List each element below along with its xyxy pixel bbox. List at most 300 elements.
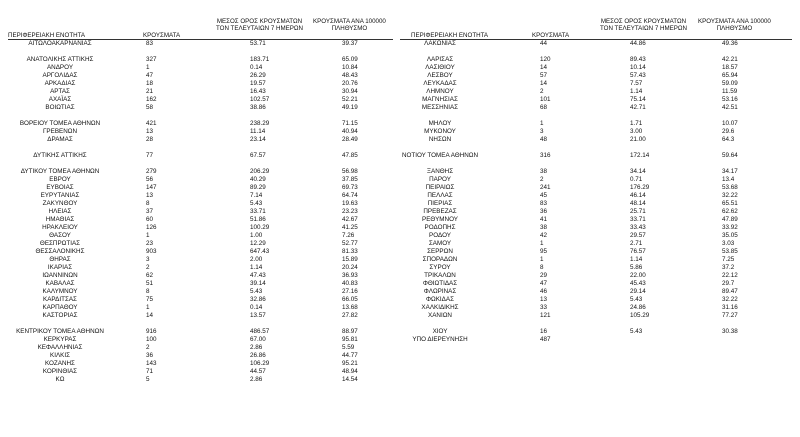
avg-7day-cell: 67.57 <box>250 152 266 159</box>
cases-cell: 58 <box>146 104 154 111</box>
cases-cell: 83 <box>540 200 548 207</box>
right-header-per100k-line2: ΠΛΗΘΥΣΜΟ <box>716 25 753 32</box>
avg-7day-cell: 12.29 <box>250 240 266 247</box>
region-name-cell: ΚΕΡΚΥΡΑΣ <box>43 336 77 343</box>
table-row <box>0 192 400 200</box>
left-header-region: ΠΕΡΙΦΕΡΕΙΑΚΗ ΕΝΟΤΗΤΑ <box>8 32 86 39</box>
cases-cell: 18 <box>146 80 154 87</box>
region-name-cell: ΚΑΒΑΛΑΣ <box>45 280 75 287</box>
cases-cell: 48 <box>540 136 548 143</box>
avg-7day-cell: 1.71 <box>630 120 643 127</box>
table-row <box>400 104 800 112</box>
region-name-cell: ΗΛΕΙΑΣ <box>48 208 72 215</box>
per100k-cell: 36.93 <box>342 272 358 279</box>
right-header-per100k-line1: ΚΡΟΥΣΜΑΤΑ ΑΝΑ 100000 <box>698 18 771 25</box>
per100k-cell: 11.59 <box>722 88 738 95</box>
region-name-cell: ΚΑΡΔΙΤΣΑΣ <box>43 296 77 303</box>
region-name-cell: ΔΥΤΙΚΟΥ ΤΟΜΕΑ ΑΘΗΝΩΝ <box>20 168 100 175</box>
per100k-cell: 48.94 <box>342 368 358 375</box>
table-row <box>400 328 800 336</box>
table-row <box>400 200 800 208</box>
avg-7day-cell: 206.29 <box>250 168 270 175</box>
avg-7day-cell: 7.57 <box>630 80 643 87</box>
region-name-cell: ΠΙΕΡΙΑΣ <box>427 200 453 207</box>
table-row <box>0 64 400 72</box>
per100k-cell: 40.94 <box>342 128 358 135</box>
avg-7day-cell: 105.29 <box>630 312 650 319</box>
table-row <box>0 280 400 288</box>
table-row <box>400 216 800 224</box>
per100k-cell: 81.33 <box>342 248 358 255</box>
table-row <box>0 376 400 384</box>
left-header-per100k-line1: ΚΡΟΥΣΜΑΤΑ ΑΝΑ 100000 <box>313 18 386 25</box>
table-row <box>400 288 800 296</box>
avg-7day-cell: 33.71 <box>250 208 266 215</box>
avg-7day-cell: 5.86 <box>630 264 643 271</box>
per100k-cell: 95.81 <box>342 336 358 343</box>
table-row <box>400 304 800 312</box>
cases-cell: 14 <box>540 64 548 71</box>
per100k-cell: 40.83 <box>342 280 358 287</box>
region-name-cell: ΚΑΛΥΜΝΟΥ <box>42 288 78 295</box>
per100k-cell: 37.2 <box>722 264 735 271</box>
table-row <box>0 120 400 128</box>
cases-cell: 903 <box>146 248 157 255</box>
table-row <box>400 232 800 240</box>
left-header-per100k-line2: ΠΛΗΘΥΣΜΟ <box>331 25 368 32</box>
region-name-cell: ΣΑΜΟΥ <box>428 240 452 247</box>
cases-cell: 68 <box>540 104 548 111</box>
cases-cell: 13 <box>540 296 548 303</box>
table-row <box>400 272 800 280</box>
avg-7day-cell: 2.86 <box>250 344 263 351</box>
per100k-cell: 59.64 <box>722 152 738 159</box>
cases-cell: 487 <box>540 336 551 343</box>
table-row <box>400 96 800 104</box>
avg-7day-cell: 183.71 <box>250 56 270 63</box>
spacer-row <box>0 160 400 168</box>
table-row <box>0 128 400 136</box>
region-name-cell: ΜΥΚΟΝΟΥ <box>424 128 456 135</box>
cases-cell: 421 <box>146 120 157 127</box>
cases-cell: 3 <box>540 128 544 135</box>
table-row <box>0 360 400 368</box>
avg-7day-cell: 102.57 <box>250 96 270 103</box>
region-name-cell: ΡΕΘΥΜΝΟΥ <box>422 216 458 223</box>
table-row <box>400 184 800 192</box>
table-row <box>0 240 400 248</box>
per100k-cell: 29.6 <box>722 128 735 135</box>
per100k-cell: 5.59 <box>342 344 355 351</box>
per100k-cell: 30.38 <box>722 328 738 335</box>
region-name-cell: ΔΡΑΜΑΣ <box>47 136 73 143</box>
per100k-cell: 69.73 <box>342 184 358 191</box>
region-name-cell: ΡΟΔΟΠΗΣ <box>424 224 456 231</box>
region-name-cell: ΧΑΝΙΩΝ <box>428 312 452 319</box>
region-name-cell: ΛΑΡΙΣΑΣ <box>426 56 454 63</box>
table-row <box>400 240 800 248</box>
region-name-cell: ΗΜΑΘΙΑΣ <box>45 216 75 223</box>
cases-cell: 62 <box>146 272 154 279</box>
per100k-cell: 66.05 <box>342 296 358 303</box>
table-row <box>0 168 400 176</box>
cases-cell: 2 <box>146 344 150 351</box>
left-header-cases: ΚΡΟΥΣΜΑΤΑ <box>143 32 181 39</box>
avg-7day-cell: 0.14 <box>250 304 263 311</box>
table-row <box>0 184 400 192</box>
table-row <box>400 128 800 136</box>
right-header-avg <box>600 18 687 32</box>
region-name-cell: ΙΩΑΝΝΙΝΩΝ <box>42 272 78 279</box>
region-name-cell: ΜΑΓΝΗΣΙΑΣ <box>422 96 458 103</box>
region-name-cell: ΛΕΣΒΟΥ <box>427 72 453 79</box>
region-name-cell: ΘΗΡΑΣ <box>49 256 71 263</box>
per100k-cell: 20.24 <box>342 264 358 271</box>
region-name-cell: ΗΡΑΚΛΕΙΟΥ <box>42 224 78 231</box>
region-name-cell: ΔΥΤΙΚΗΣ ΑΤΤΙΚΗΣ <box>33 152 87 159</box>
table-row <box>0 248 400 256</box>
cases-cell: 1 <box>146 64 150 71</box>
region-name-cell: ΠΡΕΒΕΖΑΣ <box>423 208 457 215</box>
per100k-cell: 28.49 <box>342 136 358 143</box>
table-row <box>0 72 400 80</box>
per100k-cell: 42.67 <box>342 216 358 223</box>
table-row <box>400 64 800 72</box>
region-name-cell: ΣΕΡΡΩΝ <box>427 248 453 255</box>
avg-7day-cell: 1.14 <box>250 264 263 271</box>
per100k-cell: 3.03 <box>722 240 735 247</box>
table-row <box>0 328 400 336</box>
table-row <box>0 216 400 224</box>
cases-cell: 13 <box>146 192 154 199</box>
avg-7day-cell: 10.14 <box>630 64 646 71</box>
cases-cell: 3 <box>146 256 150 263</box>
cases-cell: 8 <box>146 288 150 295</box>
per100k-cell: 41.25 <box>342 224 358 231</box>
per100k-cell: 29.7 <box>722 280 735 287</box>
per100k-cell: 22.12 <box>722 272 738 279</box>
per100k-cell: 7.25 <box>722 256 735 263</box>
avg-7day-cell: 1.00 <box>250 232 263 239</box>
table-row <box>0 304 400 312</box>
cases-cell: 42 <box>540 232 548 239</box>
cases-cell: 327 <box>146 56 157 63</box>
per100k-cell: 18.57 <box>722 64 738 71</box>
region-name-cell: ΓΡΕΒΕΝΩΝ <box>42 128 78 135</box>
cases-cell: 14 <box>146 312 154 319</box>
per100k-cell: 37.85 <box>342 176 358 183</box>
table-row <box>400 152 800 160</box>
table-row <box>0 272 400 280</box>
avg-7day-cell: 5.43 <box>250 288 263 295</box>
region-name-cell: ΚΕΦΑΛΛΗΝΙΑΣ <box>37 344 83 351</box>
region-name-cell: ΑΝΑΤΟΛΙΚΗΣ ΑΤΤΙΚΗΣ <box>26 56 94 63</box>
region-name-cell: ΑΡΚΑΔΙΑΣ <box>44 80 76 87</box>
table-row <box>0 96 400 104</box>
avg-7day-cell: 40.29 <box>250 176 266 183</box>
region-name-cell: ΖΑΚΥΝΘΟΥ <box>42 200 78 207</box>
avg-7day-cell: 51.86 <box>250 216 266 223</box>
cases-cell: 1 <box>146 232 150 239</box>
spacer-row <box>400 160 800 168</box>
table-row <box>0 56 400 64</box>
per100k-cell: 52.21 <box>342 96 358 103</box>
region-name-cell: ΣΠΟΡΑΔΩΝ <box>422 256 458 263</box>
avg-7day-cell: 76.57 <box>630 248 646 255</box>
cases-cell: 14 <box>540 80 548 87</box>
cases-cell: 36 <box>540 208 548 215</box>
table-row <box>400 168 800 176</box>
avg-7day-cell: 48.14 <box>630 200 646 207</box>
avg-7day-cell: 24.86 <box>630 304 646 311</box>
avg-7day-cell: 22.00 <box>630 272 646 279</box>
avg-7day-cell: 32.86 <box>250 296 266 303</box>
per100k-cell: 65.09 <box>342 56 358 63</box>
avg-7day-cell: 38.86 <box>250 104 266 111</box>
table-row <box>400 208 800 216</box>
cases-cell: 44 <box>540 40 548 47</box>
region-name-cell: ΑΝΔΡΟΥ <box>46 64 74 71</box>
per100k-cell: 39.37 <box>342 40 358 47</box>
cases-cell: 36 <box>146 352 154 359</box>
spacer-row <box>0 144 400 152</box>
table-row <box>0 288 400 296</box>
region-name-cell: ΑΡΤΑΣ <box>50 88 70 95</box>
table-row <box>0 80 400 88</box>
per100k-cell: 42.21 <box>722 56 738 63</box>
cases-cell: 1 <box>540 256 544 263</box>
table-row <box>0 208 400 216</box>
avg-7day-cell: 45.43 <box>630 280 646 287</box>
table-row <box>400 176 800 184</box>
cases-cell: 1 <box>540 240 544 247</box>
region-name-cell: ΑΧΑΪΑΣ <box>48 96 72 103</box>
avg-7day-cell: 2.71 <box>630 240 643 247</box>
avg-7day-cell: 75.14 <box>630 96 646 103</box>
cases-cell: 46 <box>540 288 548 295</box>
avg-7day-cell: 33.43 <box>630 224 646 231</box>
region-name-cell: ΕΥΒΟΙΑΣ <box>46 184 74 191</box>
region-name-cell: ΚΑΣΤΟΡΙΑΣ <box>42 312 78 319</box>
avg-7day-cell: 21.00 <box>630 136 646 143</box>
avg-7day-cell: 172.14 <box>630 152 650 159</box>
avg-7day-cell: 29.14 <box>630 288 646 295</box>
cases-cell: 13 <box>146 128 154 135</box>
avg-7day-cell: 57.43 <box>630 72 646 79</box>
avg-7day-cell: 44.86 <box>630 40 646 47</box>
left-header-avg-line1: ΜΕΣΟΣ ΟΡΟΣ ΚΡΟΥΣΜΑΤΩΝ <box>216 18 303 25</box>
per100k-cell: 35.05 <box>722 232 738 239</box>
per100k-cell: 53.68 <box>722 184 738 191</box>
spacer-row <box>400 112 800 120</box>
avg-7day-cell: 33.71 <box>630 216 646 223</box>
avg-7day-cell: 0.14 <box>250 64 263 71</box>
avg-7day-cell: 34.14 <box>630 168 646 175</box>
table-row <box>0 232 400 240</box>
table-row <box>0 200 400 208</box>
per100k-cell: 56.98 <box>342 168 358 175</box>
table-row <box>400 336 800 344</box>
cases-cell: 95 <box>540 248 548 255</box>
cases-cell: 100 <box>146 336 157 343</box>
avg-7day-cell: 23.14 <box>250 136 266 143</box>
per100k-cell: 77.27 <box>722 312 738 319</box>
avg-7day-cell: 53.71 <box>250 40 266 47</box>
per100k-cell: 23.23 <box>342 208 358 215</box>
region-name-cell: ΜΕΣΣΗΝΙΑΣ <box>421 104 459 111</box>
per100k-cell: 44.77 <box>342 352 358 359</box>
spacer-row <box>400 320 800 328</box>
per100k-cell: 34.17 <box>722 168 738 175</box>
region-name-cell: ΝΗΣΩΝ <box>428 136 452 143</box>
cases-cell: 916 <box>146 328 157 335</box>
per100k-cell: 42.51 <box>722 104 738 111</box>
avg-7day-cell: 1.14 <box>630 88 643 95</box>
cases-cell: 47 <box>540 280 548 287</box>
region-name-cell: ΤΡΙΚΑΛΩΝ <box>424 272 456 279</box>
avg-7day-cell: 44.57 <box>250 368 266 375</box>
avg-7day-cell: 42.71 <box>630 104 646 111</box>
cases-cell: 162 <box>146 96 157 103</box>
per100k-cell: 7.26 <box>342 232 355 239</box>
per100k-cell: 15.89 <box>342 256 358 263</box>
region-name-cell: ΚΟΖΑΝΗΣ <box>45 360 75 367</box>
table-row <box>400 72 800 80</box>
avg-7day-cell: 46.14 <box>630 192 646 199</box>
per100k-cell: 62.62 <box>722 208 738 215</box>
table-row <box>0 336 400 344</box>
avg-7day-cell: 176.29 <box>630 184 650 191</box>
cases-cell: 8 <box>146 200 150 207</box>
avg-7day-cell: 7.14 <box>250 192 263 199</box>
region-name-cell: ΦΘΙΩΤΙΔΑΣ <box>422 280 458 287</box>
avg-7day-cell: 5.43 <box>630 328 643 335</box>
region-name-cell: ΚΟΡΙΝΘΙΑΣ <box>42 368 78 375</box>
cases-cell: 101 <box>540 96 551 103</box>
region-name-cell: ΛΕΥΚΑΔΑΣ <box>423 80 457 87</box>
region-name-cell: ΕΥΡΥΤΑΝΙΑΣ <box>40 192 80 199</box>
spacer-row <box>400 48 800 56</box>
cases-cell: 2 <box>146 264 150 271</box>
table-row <box>400 136 800 144</box>
avg-7day-cell: 29.57 <box>630 232 646 239</box>
table-row <box>0 176 400 184</box>
avg-7day-cell: 1.14 <box>630 256 643 263</box>
region-name-cell: ΝΟΤΙΟΥ ΤΟΜΕΑ ΑΘΗΝΩΝ <box>401 152 479 159</box>
right-header-avg-line2: ΤΟΝ ΤΕΛΕΥΤΑΙΩΝ 7 ΗΜΕΡΩΝ <box>600 25 687 32</box>
region-name-cell: ΞΑΝΘΗΣ <box>426 168 454 175</box>
cases-cell: 120 <box>540 56 551 63</box>
region-name-cell: ΚΙΛΚΙΣ <box>50 352 70 359</box>
per100k-cell: 14.54 <box>342 376 358 383</box>
table-row <box>0 40 400 48</box>
cases-cell: 121 <box>540 312 551 319</box>
region-name-cell: ΑΙΤΩΛΟΑΚΑΡΝΑΝΙΑΣ <box>28 40 92 47</box>
per100k-cell: 13.4 <box>722 176 735 183</box>
per100k-cell: 49.19 <box>342 104 358 111</box>
table-row <box>0 136 400 144</box>
avg-7day-cell: 39.14 <box>250 280 266 287</box>
spacer-row <box>0 48 400 56</box>
region-name-cell: ΦΩΚΙΔΑΣ <box>426 296 454 303</box>
cases-cell: 2 <box>540 176 544 183</box>
avg-7day-cell: 26.29 <box>250 72 266 79</box>
table-row <box>400 256 800 264</box>
region-name-cell: ΘΕΣΣΑΛΟΝΙΚΗΣ <box>35 248 85 255</box>
region-name-cell: ΚΕΝΤΡΙΚΟΥ ΤΟΜΕΑ ΑΘΗΝΩΝ <box>16 328 104 335</box>
avg-7day-cell: 89.29 <box>250 184 266 191</box>
cases-cell: 51 <box>146 280 154 287</box>
cases-cell: 28 <box>146 136 154 143</box>
spacer-row <box>400 144 800 152</box>
avg-7day-cell: 25.71 <box>630 208 646 215</box>
avg-7day-cell: 486.57 <box>250 328 270 335</box>
avg-7day-cell: 89.43 <box>630 56 646 63</box>
cases-cell: 56 <box>146 176 154 183</box>
region-name-cell: ΘΕΣΠΡΩΤΙΑΣ <box>39 240 81 247</box>
table-row <box>400 56 800 64</box>
cases-cell: 279 <box>146 168 157 175</box>
table-row <box>0 312 400 320</box>
region-name-cell: ΦΛΩΡΙΝΑΣ <box>423 288 457 295</box>
spacer-row <box>0 112 400 120</box>
region-name-cell: ΥΠΟ ΔΙΕΡΕΥΝΗΣΗ <box>412 336 468 343</box>
table-row <box>0 152 400 160</box>
per100k-cell: 27.16 <box>342 288 358 295</box>
region-name-cell: ΠΑΡΟΥ <box>429 176 451 183</box>
region-name-cell: ΙΚΑΡΙΑΣ <box>47 264 73 271</box>
per100k-cell: 27.82 <box>342 312 358 319</box>
cases-cell: 29 <box>540 272 548 279</box>
cases-cell: 38 <box>540 168 548 175</box>
table-row <box>0 352 400 360</box>
avg-7day-cell: 13.57 <box>250 312 266 319</box>
region-name-cell: ΧΙΟΥ <box>432 328 448 335</box>
region-name-cell: ΜΗΛΟΥ <box>428 120 452 127</box>
region-name-cell: ΕΒΡΟΥ <box>49 176 71 183</box>
spacer-row <box>0 320 400 328</box>
cases-cell: 23 <box>146 240 154 247</box>
cases-cell: 75 <box>146 296 154 303</box>
table-row <box>400 80 800 88</box>
right-header-avg-line1: ΜΕΣΟΣ ΟΡΟΣ ΚΡΟΥΣΜΑΤΩΝ <box>600 18 687 25</box>
region-name-cell: ΣΥΡΟΥ <box>429 264 451 271</box>
per100k-cell: 53.85 <box>722 248 738 255</box>
cases-cell: 21 <box>146 88 154 95</box>
region-name-cell: ΠΕΙΡΑΙΩΣ <box>425 184 455 191</box>
table-row <box>400 120 800 128</box>
per100k-cell: 33.92 <box>722 224 738 231</box>
table-row <box>400 224 800 232</box>
per100k-cell: 71.15 <box>342 120 358 127</box>
per100k-cell: 52.77 <box>342 240 358 247</box>
per100k-cell: 32.22 <box>722 192 738 199</box>
cases-cell: 316 <box>540 152 551 159</box>
cases-cell: 1 <box>146 304 150 311</box>
cases-cell: 37 <box>146 208 154 215</box>
table-row <box>400 264 800 272</box>
per100k-cell: 65.94 <box>722 72 738 79</box>
per100k-cell: 19.63 <box>342 200 358 207</box>
cases-cell: 77 <box>146 152 154 159</box>
per100k-cell: 48.43 <box>342 72 358 79</box>
avg-7day-cell: 67.00 <box>250 336 266 343</box>
avg-7day-cell: 100.29 <box>250 224 270 231</box>
per100k-cell: 31.16 <box>722 304 738 311</box>
left-header-avg <box>216 18 303 32</box>
per100k-cell: 32.22 <box>722 296 738 303</box>
cases-cell: 126 <box>146 224 157 231</box>
